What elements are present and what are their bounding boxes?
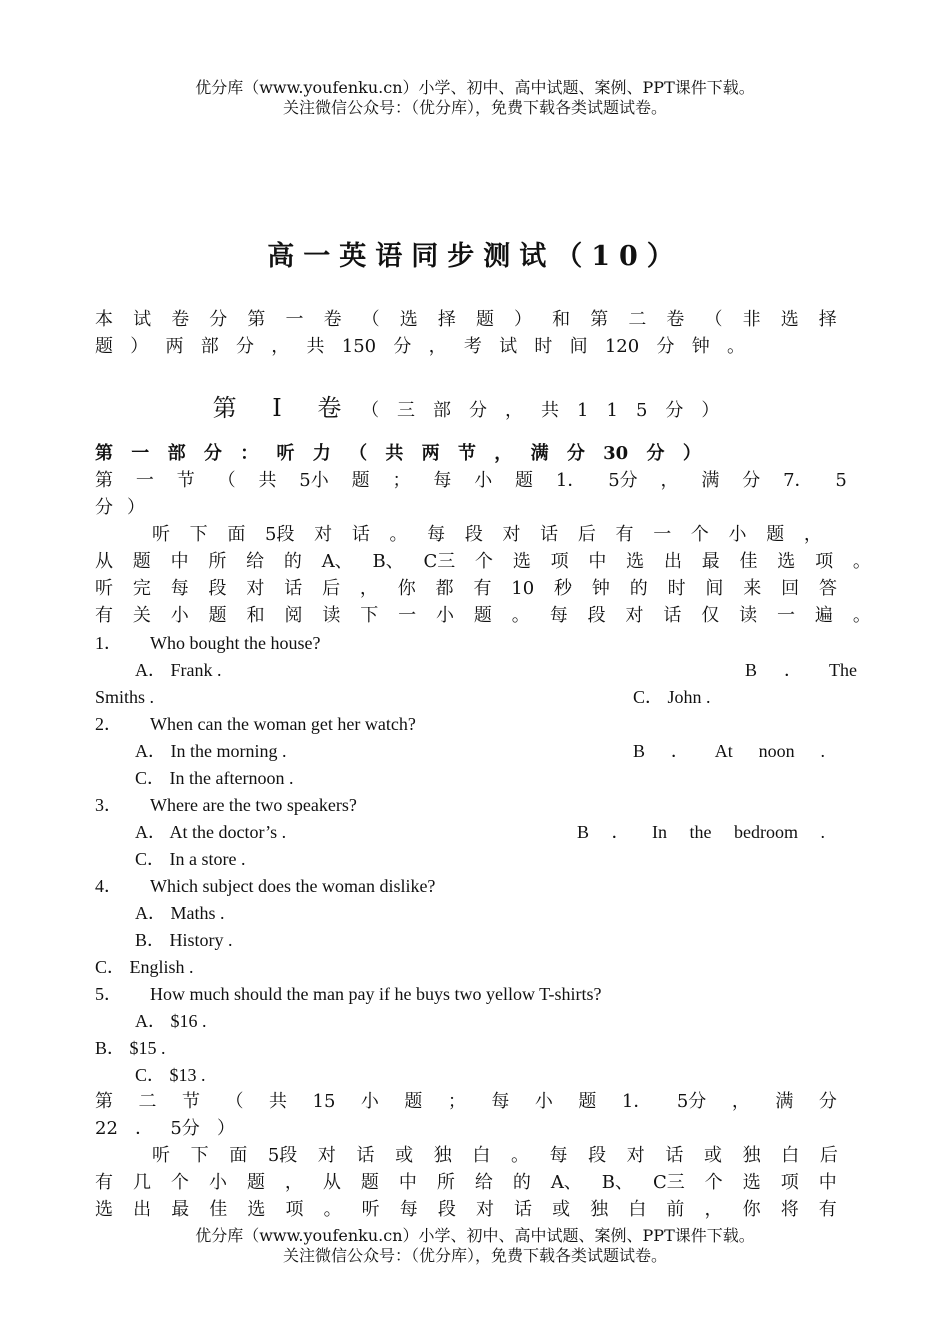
token: 卷 [323,309,342,330]
token: 满 [701,470,720,491]
q4-number: 4． [95,876,122,896]
token: 每 [549,605,568,626]
token: 的 [512,1172,531,1193]
token: 对 [502,524,521,545]
token: 一 [285,309,304,330]
token: 将 [780,1199,799,1220]
instr2-line-1 [152,1144,838,1168]
token: 你 [397,578,416,599]
token: 话 [514,1199,533,1220]
token: 一 [653,524,672,545]
token: 段 [587,605,606,626]
token: 都 [435,578,454,599]
q3-option-a: A． At the doctor’s . [135,822,287,842]
token: 个 [170,1172,189,1193]
instr1-line-3 [95,577,837,601]
token: 1． [621,1091,652,1112]
token: 选 [247,1199,266,1220]
token: 对 [314,524,333,545]
token: 小 [728,524,747,545]
token: 的 [283,551,302,572]
instr2-line-2 [95,1171,837,1195]
token: 或 [703,1145,722,1166]
token: 听 [95,578,113,599]
token: 有 [95,605,113,626]
token: 从 [95,551,113,572]
token: 项 [550,551,569,572]
token: 一 [398,605,417,626]
token: 非 [742,309,761,330]
token: B [577,822,590,842]
q5-text: How much should the man pay if he buys two yellow T-shirts? [150,984,602,1004]
token: 间 [569,336,588,357]
token: 几 [132,1172,151,1193]
token: 钟 [691,336,710,357]
token: 最 [701,551,720,572]
token: 考 [463,336,482,357]
section2-line-2 [95,1117,235,1141]
token: ； [392,470,411,491]
token: 给 [246,551,265,572]
token: ， [660,470,679,491]
q5-option-b: B． $15 . [95,1038,166,1058]
token: 题 [578,1091,597,1112]
token: 。 [852,605,871,626]
instr1-line-4 [95,604,871,628]
token: 和 [552,309,571,330]
q4-text: Which subject does the woman dislike? [150,876,436,896]
q3-text: Where are the two speakers? [150,795,357,815]
token: 第 [247,309,266,330]
token: 话 [356,1145,375,1166]
token: 秒 [554,578,573,599]
token: 题 [360,1172,379,1193]
token: 后 [577,524,596,545]
q1-text: Who bought the house? [150,633,321,653]
token: 每 [170,578,189,599]
token: （ [217,470,236,491]
volume-title: 第 Ⅰ 卷 [212,394,356,422]
token: （ [225,1091,244,1112]
token: 出 [663,551,682,572]
token: 选 [512,551,531,572]
token: ） [130,336,149,357]
token: . [820,822,825,842]
token: 择 [818,309,837,330]
token: 22 [95,1118,118,1139]
token: 分 [209,309,228,330]
token: 择 [437,309,456,330]
token: 出 [133,1199,152,1220]
token: 满 [775,1091,794,1112]
token: A、 [550,1172,582,1193]
token: 二 [628,309,647,330]
token: 5分 [676,1091,707,1112]
token: 分 [742,470,761,491]
token: 间 [705,578,724,599]
token: 白 [781,1145,800,1166]
token: B、 [372,551,404,572]
q1-option-b-cont: Smiths . [95,687,155,707]
token: 中 [588,551,607,572]
token: 独 [433,1145,452,1166]
token: 7． [783,470,813,491]
footer-line-2: 关注微信公众号：（优分库），免费下载各类试题试卷。 [282,1246,667,1265]
volume-detail: （三部分，共115分） [361,400,738,421]
header-line-1: 优分库（www.youfenku.cn）小学、初中、高中试题、案例、PPT课件下载。 [195,78,755,97]
token: 选 [742,1172,761,1193]
token: At [714,741,733,761]
token: 钟 [591,578,610,599]
token: 白 [472,1145,491,1166]
page-title: 高一英语同步测试（10） [267,241,683,272]
token: ） [514,309,533,330]
token: 共 [385,443,404,464]
token: 或 [395,1145,414,1166]
token: 一 [777,605,796,626]
token: 卷 [666,309,685,330]
token: 题 [95,336,113,357]
token: 题 [475,309,494,330]
token: 中 [398,1172,417,1193]
token: 15 [312,1091,336,1112]
token: The [829,660,857,680]
token: （ [361,309,380,330]
token: ， [359,578,378,599]
token: 项 [285,1199,304,1220]
token: ） [216,1118,235,1139]
token: 选 [626,551,645,572]
token: 从 [322,1172,341,1193]
token: 选 [777,551,796,572]
token: 话 [663,605,682,626]
token: 分 [566,443,585,464]
token: 第 [95,470,113,491]
q4-option-b: B． History . [135,930,233,950]
token: ， [704,1199,723,1220]
token: 答 [818,578,837,599]
token: B [633,741,646,761]
token: 听 [361,1199,380,1220]
token: 白 [628,1199,647,1220]
token: ； [447,1091,466,1112]
token: 话 [540,524,559,545]
token: In [652,822,668,842]
token: 120 [604,336,640,357]
token: 5 [835,470,847,491]
token: 5段 [267,1145,298,1166]
token: 面 [229,1145,248,1166]
token: 话 [351,524,370,545]
token: 每 [491,1091,510,1112]
token: 题 [132,551,151,572]
token: B、 [601,1172,634,1193]
token: 对 [625,605,644,626]
q4-option-a: A． Maths . [135,903,225,923]
token: 小 [208,1172,227,1193]
token: 。 [726,336,745,357]
token: C三 [423,551,456,572]
q3-option-b [577,820,825,844]
token: 5段 [265,524,295,545]
token: bedroom [734,822,798,842]
token: 每 [549,1145,568,1166]
token: 小 [170,605,189,626]
token: A、 [321,551,353,572]
token: 分 [656,336,675,357]
token: ： [240,443,259,464]
q2-text: When can the woman get her watch? [150,714,416,734]
token: 选 [399,309,418,330]
token: B [745,660,758,680]
section2-line-1 [95,1090,837,1114]
token: 段 [588,1145,607,1166]
token: the [689,822,712,842]
q3-number: 3． [95,795,122,815]
token: 段 [437,1199,456,1220]
token: 分 [203,443,222,464]
token: 小 [360,1091,379,1112]
token: 关 [132,605,151,626]
token: 中 [818,1172,837,1193]
token: ， [731,1091,750,1112]
token: ． [611,822,630,842]
token: 两 [421,443,440,464]
token: ． [784,660,803,680]
token: 5分 [170,1118,200,1139]
footer-line-1: 优分库（www.youfenku.cn）小学、初中、高中试题、案例、PPT课件下载。 [195,1226,755,1245]
token: 前 [666,1199,685,1220]
token: 阅 [284,605,303,626]
token: 。 [852,551,871,572]
token: 题 [404,1091,423,1112]
token: ， [428,336,447,357]
q2-number: 2． [95,714,122,734]
volume-heading [0,388,950,423]
token: 力 [312,443,331,464]
token: 每 [433,470,452,491]
token: 试 [133,309,152,330]
token: ， [284,1172,303,1193]
token: 部 [167,443,186,464]
token: 小 [534,1091,553,1112]
token: 有 [473,578,492,599]
token: 题 [351,470,370,491]
token: 时 [534,336,553,357]
token: 有 [615,524,634,545]
intro-line-2 [95,335,745,359]
token: 题 [766,524,785,545]
q1-option-c: C． John . [633,687,711,707]
token: 对 [317,1145,336,1166]
token: 5小 [299,470,329,491]
instr1-line-2 [95,550,871,574]
token: 分 [236,336,254,357]
token: 第 [590,309,609,330]
token: 完 [132,578,151,599]
token: 30 [603,443,629,464]
token: 下 [360,605,379,626]
token: 选 [95,1199,113,1220]
token: 节 [176,470,195,491]
token: 有 [818,1199,837,1220]
token: 段 [464,524,483,545]
token: 段 [208,578,227,599]
token: 5分 [608,470,638,491]
token: 试 [499,336,518,357]
token: 佳 [739,551,758,572]
token: 下 [190,1145,209,1166]
token: 最 [171,1199,190,1220]
token: 来 [743,578,762,599]
token: 个 [475,551,494,572]
token: 个 [690,524,709,545]
token: 给 [474,1172,493,1193]
intro-line-1 [95,308,837,332]
token: 中 [170,551,189,572]
token: ， [271,336,290,357]
token: 面 [227,524,246,545]
token: 一 [131,443,150,464]
token: 对 [246,578,265,599]
token: 小 [474,470,493,491]
token: 第 [95,1091,113,1112]
token: ． [135,1118,154,1139]
token: 独 [742,1145,761,1166]
q1-option-a: A． Frank . [135,660,222,680]
token: 分 [393,336,412,357]
q3-option-c: C． In a store . [135,849,246,869]
token: 节 [182,1091,200,1112]
token: 读 [322,605,341,626]
q4-option-c: C． English . [95,957,194,977]
q2-option-b [633,739,825,763]
token: 1． [555,470,586,491]
q5-number: 5． [95,984,122,1004]
token: 10 [511,578,535,599]
token: 对 [475,1199,494,1220]
token: 后 [819,1145,838,1166]
token: 每 [427,524,446,545]
token: 本 [95,309,113,330]
token: noon [758,741,795,761]
q1-option-b [745,658,857,682]
part1-heading [95,442,701,466]
token: 。 [389,524,408,545]
token: 对 [626,1145,645,1166]
token: 所 [208,551,227,572]
token: 话 [284,578,303,599]
token: 佳 [209,1199,228,1220]
token: 共 [269,1091,287,1112]
token: 项 [780,1172,799,1193]
token: 项 [815,551,834,572]
token: 共 [258,470,277,491]
token: 和 [246,605,265,626]
token: 满 [530,443,549,464]
instr2-line-3 [95,1198,837,1222]
instr1-line-1 [152,523,822,547]
token: 150 [341,336,377,357]
token: 的 [629,578,648,599]
token: （ [349,443,368,464]
section1-line-2: 分） [95,497,159,518]
token: 后 [322,578,341,599]
token: 你 [742,1199,761,1220]
token: 听 [152,524,170,545]
token: 。 [510,1145,529,1166]
token: 。 [323,1199,342,1220]
token: 遍 [814,605,833,626]
token: 题 [246,1172,265,1193]
token: 听 [276,443,295,464]
q2-option-c: C． In the afternoon . [135,768,294,788]
token: ． [670,741,689,761]
q5-option-a: A． $16 . [135,1011,207,1031]
token: 或 [552,1199,571,1220]
section1-line-1 [95,469,847,493]
token: 分 [646,443,665,464]
token: 回 [781,578,800,599]
token: ， [494,443,513,464]
token: 仅 [701,605,720,626]
token: ） [682,443,701,464]
token: 读 [739,605,758,626]
token: 。 [511,605,530,626]
token: 部 [200,336,219,357]
token: 两 [165,336,184,357]
header-line-2: 关注微信公众号：（优分库），免费下载各类试题试卷。 [282,98,667,117]
token: . [820,741,825,761]
token: 卷 [171,309,190,330]
token: 听 [152,1145,170,1166]
token: 个 [704,1172,723,1193]
token: 二 [138,1091,157,1112]
token: 有 [95,1172,113,1193]
token: 第 [95,443,113,464]
token: 独 [590,1199,609,1220]
token: 题 [515,470,534,491]
token: 共 [306,336,325,357]
q2-option-a: A． In the morning . [135,741,287,761]
token: 选 [780,309,799,330]
q5-option-c: C． $13 . [135,1065,206,1085]
token: 分 [818,1091,837,1112]
q1-number: 1． [95,633,122,653]
token: 时 [667,578,686,599]
token: 下 [189,524,208,545]
token: 题 [473,605,492,626]
token: 所 [436,1172,455,1193]
token: 每 [399,1199,418,1220]
token: 一 [135,470,154,491]
token: 节 [457,443,476,464]
token: C三 [653,1172,685,1193]
token: 小 [436,605,455,626]
token: 话 [665,1145,684,1166]
token: 题 [208,605,227,626]
token: （ [704,309,723,330]
token: ， [803,524,822,545]
